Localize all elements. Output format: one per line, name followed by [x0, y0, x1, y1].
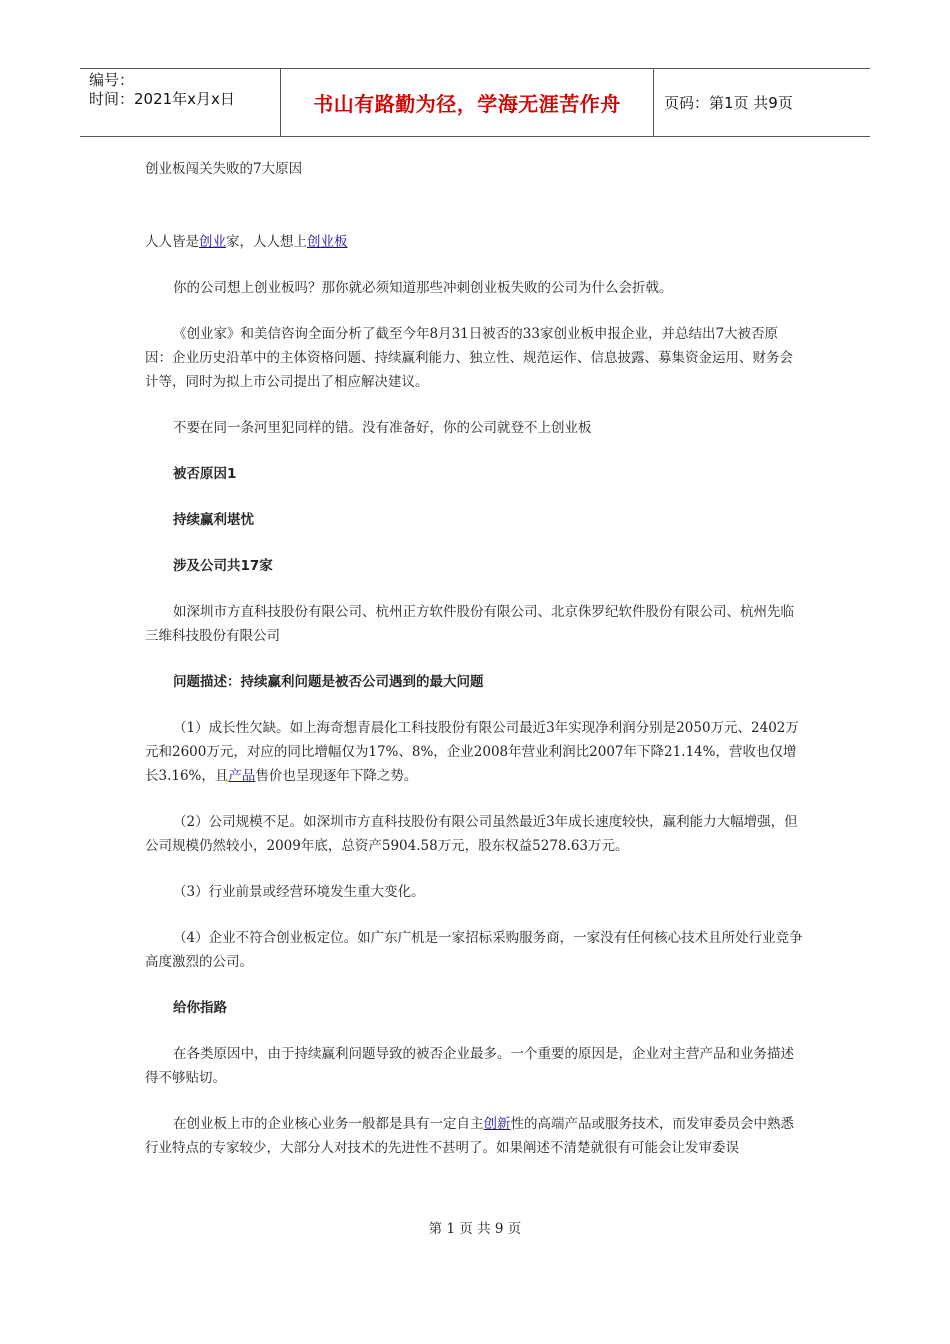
p1-text-a: 人人皆是 [145, 234, 199, 250]
paragraph-3: 《创业家》和美信咨询全面分析了截至今年8月31日被否的33家创业板申报企业，并总结出7大被否原因：企业历史沿革中的主体资格问题、持续赢利能力、独立性、规范运作、信息披露、募集资金运用、财务会计等，同时为拟上市公司提出了相应解决建议。 [145, 326, 793, 390]
paragraph-9: （4）企业不符合创业板定位。如广东广机是一家招标采购服务商，一家没有任何核心技术且所处行业竞争高度激烈的公司。 [145, 930, 803, 970]
heading-guide: 给你指路 [173, 1000, 227, 1016]
paragraph-2: 你的公司想上创业板吗？那你就必须知道那些冲刺创业板失败的公司为什么会折戟。 [173, 280, 673, 296]
doc-title: 创业板闯关失败的7大原因 [145, 161, 303, 177]
link-chuangyeban[interactable]: 创业板 [307, 234, 348, 250]
paragraph-6 [145, 716, 805, 788]
heading-profit: 持续赢利堪忧 [173, 512, 254, 528]
paragraph-5: 如深圳市方直科技股份有限公司、杭州正方软件股份有限公司、北京侏罗纪软件股份有限公司、杭州先临三维科技股份有限公司 [145, 604, 794, 644]
heading-problem: 问题描述：持续赢利问题是被否公司遇到的最大问题 [173, 674, 484, 690]
p1-text-b: 家，人人想上 [226, 234, 307, 250]
link-chuangye[interactable]: 创业 [199, 234, 226, 250]
header-page-info: 页码：第1页 共9页 [664, 94, 793, 112]
document-header [80, 68, 870, 137]
paragraph-7: （2）公司规模不足。如深圳市方直科技股份有限公司虽然最近3年成长速度较快，赢利能力大幅增强，但公司规模仍然较小，2009年底，总资产5904.58万元，股东权益5278.63万元。 [145, 814, 798, 854]
p11-text-b: 性的高端产品或服务技术，而发审委员会中熟悉行业特点的专家较少，大部分人对技术的先进性不甚明了。如果阐述不清楚就很有可能会让发审委误 [145, 1116, 794, 1156]
heading-companies: 涉及公司共17家 [173, 558, 273, 574]
paragraph-4: 不要在同一条河里犯同样的错。没有准备好，你的公司就登不上创业板 [173, 420, 592, 436]
paragraph-8: （3）行业前景或经营环境发生重大变化。 [173, 884, 425, 900]
p11-text-a: 在创业板上市的企业核心业务一般都是具有一定自主 [173, 1116, 484, 1132]
header-meta [80, 69, 281, 136]
paragraph-11 [145, 1112, 805, 1160]
paragraph-10: 在各类原因中，由于持续赢利问题导致的被否企业最多。一个重要的原因是，企业对主营产品和业务描述得不够贴切。 [145, 1046, 794, 1086]
document-body [145, 157, 805, 1160]
p6-text-a: （1）成长性欠缺。如上海奇想青晨化工科技股份有限公司最近3年实现净利润分别是2050万元、2402万元和2600万元，对应的同比增幅仅为17%、8%，企业2008年营业利润比2007年下降21.14%，营收也仅增长3.16%，且 [145, 720, 799, 784]
time-label: 时间：2021年x月x日 [89, 90, 235, 108]
p6-text-b: 售价也呈现逐年下降之势。 [255, 768, 418, 784]
page-footer: 第 1 页 共 9 页 [428, 1221, 522, 1237]
header-motto: 书山有路勤为径，学海无涯苦作舟 [281, 69, 654, 136]
paragraph-1 [145, 230, 805, 254]
link-chuangxin[interactable]: 创新 [483, 1116, 511, 1132]
heading-reason-1: 被否原因1 [173, 466, 237, 482]
code-label: 编号： [89, 71, 135, 89]
link-chanpin[interactable]: 产品 [228, 768, 256, 784]
